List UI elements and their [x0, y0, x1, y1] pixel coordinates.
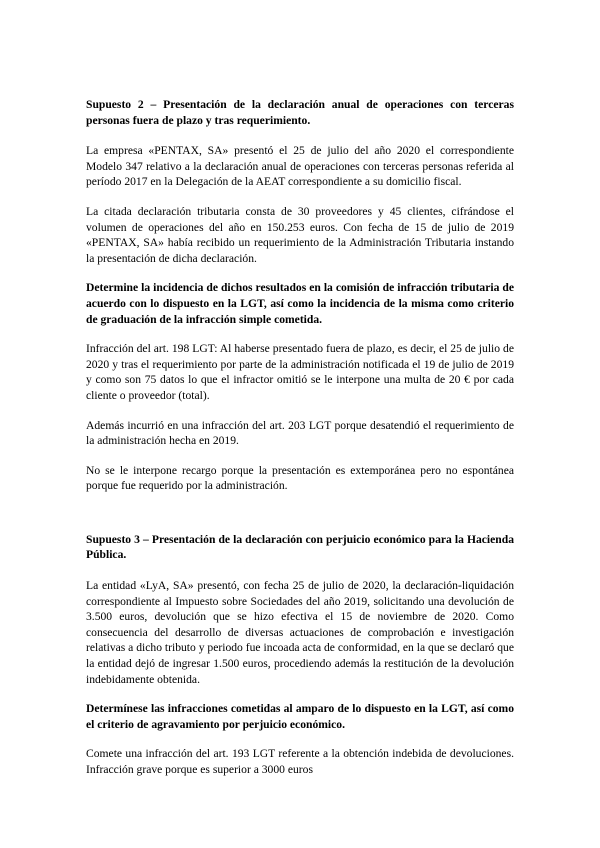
supuesto-2-heading: Supuesto 2 – Presentación de la declaración anual de operaciones con terceras personas fuera de plazo y tras requerimiento. — [86, 98, 514, 127]
supuesto-2-paragraph-2: La citada declaración tributaria consta de 30 proveedores y 45 clientes, cifrándose el volumen de operaciones del año en 150.253 euros. Con fecha de 15 de julio de 2019 «PENTAX, SA» había recibido un requerimiento de la Administración Tributaria instando la presentación de dicha declaración. — [86, 204, 514, 265]
document-page — [86, 97, 514, 778]
supuesto-2-answer-1: Infracción del art. 198 LGT: Al haberse presentado fuera de plazo, es decir, el 25 de julio de 2020 y tras el requerimiento por parte de la administración notificada el 19 de julio de 2019 y como son 75 datos lo que el infractor omitió se le interpone una multa de 20 € por cada cliente o proveedor (total). — [86, 342, 514, 402]
supuesto-2-answer-3: No se le interpone recargo porque la presentación es extemporánea pero no espontánea porque fue requerido por la administración. — [86, 463, 514, 493]
supuesto-3-question: Determínese las infracciones cometidas al amparo de lo dispuesto en la LGT, así como el criterio de agravamiento por perjuicio económico. — [86, 702, 514, 731]
supuesto-3-paragraph-1: La entidad «LyA, SA» presentó, con fecha 25 de julio de 2020, la declaración-liquidación correspondiente al Impuesto sobre Sociedades del año 2019, solicitando una devolución de 3.500 euros, devolución que se hizo efectiva el 15 de noviembre de 2020. Como consecuencia del desarrollo de diversas actuaciones de comprobación e investigación relativas a dicho tributo y periodo fue incoada acta de conformidad, en la que se declaró que la entidad dejó de ingresar 1.500 euros, procediendo además la restitución de la devolución indebidamente obtenida. — [86, 579, 514, 686]
supuesto-2-paragraph-1: La empresa «PENTAX, SA» presentó el 25 de julio del año 2020 el correspondiente Modelo 347 relativo a la declaración anual de operaciones con terceras personas referida al período 2017 en la Delegación de la AEAT correspondiente a su domicilio fiscal. — [86, 144, 514, 189]
supuesto-2-question: Determine la incidencia de dichos resultados en la comisión de infracción tributaria de acuerdo con lo dispuesto en la LGT, así como la incidencia de la misma como criterio de graduación de la infracción simple cometida. — [86, 281, 514, 326]
supuesto-3-heading: Supuesto 3 – Presentación de la declaración con perjuicio económico para la Hacienda Pública. — [86, 532, 514, 562]
supuesto-3-answer-1: Comete una infracción del art. 193 LGT referente a la obtención indebida de devoluciones. Infracción grave porque es superior a 3000 euros — [86, 747, 514, 776]
supuesto-2-answer-2: Además incurrió en una infracción del art. 203 LGT porque desatendió el requerimiento de la administración hecha en 2019. — [86, 418, 514, 448]
